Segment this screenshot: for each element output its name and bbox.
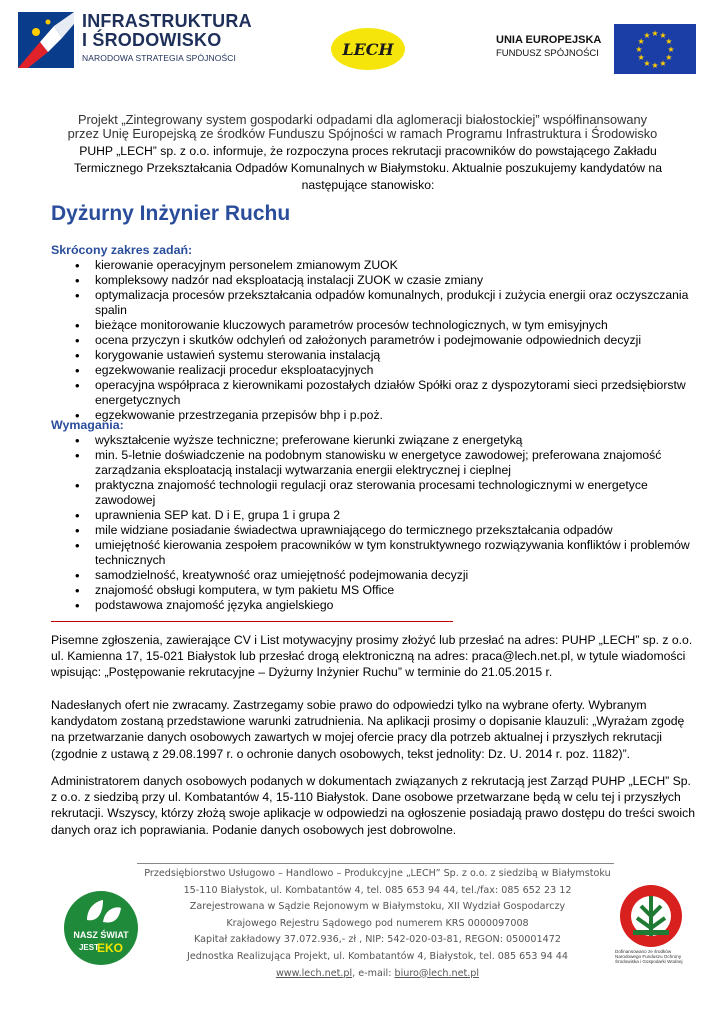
data-protection-notice: Administratorem danych osobowych podanych w dokumentach związanych z rekrutacją jest Zarząd PUHP „LECH” Sp. z o.o. z siedzibą przy ul. Kombatantów 4, 15-110 Białystok. Dane osobowe przetwarzane będą w celu tej i przyszłych rekrutacji. Wszyscy, którzy złożą swoje aplikacje w odpowiedzi na ogłoszenie posiadają prawo dostępu do treści swoich danych oraz ich poprawiania. Podanie danych osobowych jest dobrowolne. [51, 774, 695, 837]
eu-star-icon: ★ [651, 29, 659, 38]
intro-line-1: PUHP „LECH” sp. z o.o. informuje, że rozpoczyna proces rekrutacji pracowników do powstającego Zakładu [79, 144, 657, 158]
footer-contact [110, 966, 645, 983]
project-line-1: Projekt „Zintegrowany system gospodarki odpadami dla aglomeracji białostockiej” współfinansowany [77, 112, 648, 127]
requirement-item: • uprawnienia SEP kat. D i E, grupa 1 i grupa 2 [75, 508, 695, 523]
eu-star-icon: ★ [659, 31, 667, 41]
task-item: • egzekwowanie przestrzegania przepisów bhp i p.poż. [75, 408, 695, 423]
eko-text-1: NASZ ŚWIAT [73, 930, 129, 940]
task-item: • ocena przyczyn i skutków odchyleń od założonych parametrów i podejmowanie odpowiednich decyzji [75, 333, 695, 348]
footer-line-4: Krajowego Rejestru Sądowego pod numerem KRS 0000097008 [226, 917, 529, 929]
task-item: • korygowanie ustawień systemu sterowania instalacją [75, 348, 695, 363]
section-divider [51, 621, 453, 622]
footer-line-1: Przedsiębiorstwo Usługowo – Handlowo – Produkcyjne „LECH” Sp. z o.o. z siedzibą w Białymstoku [144, 868, 611, 879]
infrastruktura-logo [18, 12, 278, 82]
lech-logo-text: LECH [342, 40, 394, 59]
task-item: • kierowanie operacyjnym personelem zmianowym ZUOK [75, 258, 695, 273]
eu-star-icon: ★ [643, 31, 651, 41]
infra-subtitle: NARODOWA STRATEGIA SPÓJNOŚCI [82, 53, 236, 63]
project-line-2: przez Unię Europejską ze środków Funduszu Spójności w ramach Programu Infrastruktura i Środowisko [67, 126, 658, 141]
footer-line-2: 15-110 Białystok, ul. Kombatantów 4, tel. 085 653 94 44, tel./fax: 085 652 23 12 [183, 884, 572, 896]
nfosigw-logo [615, 882, 687, 976]
task-item: • egzekwowanie realizacji procedur eksploatacyjnych [75, 363, 695, 378]
footer-line-6: Jednostka Realizująca Projekt, ul. Kombatantów 4, Białystok, tel. 085 653 94 44 [187, 950, 568, 962]
eu-title: UNIA EUROPEJSKA [496, 34, 602, 46]
requirement-item: • wykształcenie wyższe techniczne; preferowane kierunki związane z energetyką [75, 433, 695, 448]
job-title: Dyżurny Inżynier Ruchu [51, 202, 291, 225]
lech-logo [330, 27, 406, 71]
email-label: , e-mail: [352, 967, 395, 979]
infrastruktura-flag-icon [18, 12, 74, 68]
task-item: • bieżące monitorowanie kluczowych parametrów procesów technologicznych, w tym emisyjnych [75, 318, 695, 333]
consent-clause: Nadesłanych ofert nie zwracamy. Zastrzegamy sobie prawo do odpowiedzi tylko na wybrane oferty. Wybranym kandydatom zostaną przedstawione warunki zatrudnienia. Na aplikacji prosimy o dopisanie klauzuli: „Wyrażam zgodę na przetwarzanie danych osobowych zawartych w mojej ofercie pracy dla potrzeb aktualnej i przyszłych rekrutacji (zgodnie z ustawą z 29.08.1997 r. o ochronie danych osobowych, tekst jednolity: Dz. U. 2014 r. poz. 1182)”. [51, 698, 685, 761]
application-instructions: Pisemne zgłoszenia, zawierające CV i List motywacyjny prosimy złożyć lub przesłać na adres: PUHP „LECH” sp. z o.o. ul. Kamienna 17, 15-021 Białystok lub przesłać drogą elektroniczną na adres: praca@lech.net.pl, w tytule wiadomości wpisując: „Postępowanie rekrutacyjne – Dyżurny Inżynier Ruchu” w terminie do 21.05.2015 r. [51, 633, 693, 680]
eu-subtitle: FUNDUSZ SPÓJNOŚCI [496, 48, 599, 59]
task-item: • kompleksowy nadzór nad eksploatacją instalacji ZUOK w czasie zmiany [75, 273, 695, 288]
eko-text-3: EKO [96, 941, 124, 955]
eu-star-icon: ★ [637, 53, 645, 62]
requirements-heading: Wymagania: [51, 418, 124, 432]
tasks-list [75, 258, 695, 423]
eu-star-icon: ★ [659, 58, 667, 68]
requirement-item: • znajomość obsługi komputera, w tym pakietu MS Office [75, 583, 695, 598]
footer-divider [137, 863, 614, 864]
requirement-item: • min. 5-letnie doświadczenie na podobnym stanowisku w energetyce zawodowej; preferowana znajomość zarządzania eksploatacją instalacji wytwarzania energii elektrycznej i cieplnej [75, 448, 695, 478]
intro-paragraph [58, 143, 678, 194]
eu-star-icon: ★ [635, 45, 643, 54]
requirements-list [75, 433, 695, 613]
intro-line-2: Termicznego Przekształcania Odpadów Komunalnych w Białymstoku. Aktualnie poszukujemy kandydatów na [73, 161, 662, 175]
eu-star-icon: ★ [637, 37, 645, 46]
eu-star-icon: ★ [651, 61, 659, 70]
eu-star-icon: ★ [665, 53, 673, 62]
website-link[interactable]: www.lech.net.pl [275, 967, 353, 979]
infra-title-1: INFRASTRUKTURA [82, 11, 252, 31]
eu-logo [476, 24, 696, 74]
tasks-heading: Skrócony zakres zadań: [51, 243, 193, 257]
eko-text-2: JEST [78, 943, 100, 952]
email-link[interactable]: biuro@lech.net.pl [394, 967, 480, 979]
company-footer [110, 866, 645, 982]
requirement-item: • podstawowa znajomość języka angielskiego [75, 598, 695, 613]
eu-flag-icon [614, 24, 696, 74]
nasz-swiat-jest-eko-logo [63, 890, 139, 966]
requirement-item: • samodzielność, kreatywność oraz umiejętność podejmowania decyzji [75, 568, 695, 583]
requirement-item: • umiejętność kierowania zespołem pracowników w tym konstruktywnego rozwiązywania konfliktów i problemów technicznych [75, 538, 695, 568]
requirement-item: • mile widziane posiadanie świadectwa uprawniającego do termicznego przekształcania odpadów [75, 523, 695, 538]
eu-star-icon: ★ [643, 58, 651, 68]
infra-title-2: I ŚRODOWISKO [82, 30, 222, 50]
footer-line-5: Kapitał zakładowy 37.072.936,- zł , NIP: 542-020-03-81, REGON: 050001472 [194, 934, 561, 946]
footer-line-3: Zarejestrowana w Sądzie Rejonowym w Białymstoku, XII Wydział Gospodarczy [189, 901, 566, 913]
eu-star-icon: ★ [667, 45, 675, 54]
nfosigw-caption: Dofinansowano ze środków Narodowego Funduszu Ochrony Środowiska i Gospodarki Wodnej [615, 949, 683, 965]
requirement-item: • praktyczna znajomość technologii regulacji oraz sterowania procesami technologicznymi w energetyce zawodowej [75, 478, 695, 508]
task-item: • operacyjna współpraca z kierownikami pozostałych działów Spółki oraz z dyspozytorami sieci przedsiębiorstw energetycznych [75, 378, 695, 408]
task-item: • optymalizacja procesów przekształcania odpadów komunalnych, produkcji i zużycia energii oraz oczyszczania spalin [75, 288, 695, 318]
eu-star-icon: ★ [665, 37, 673, 46]
intro-line-3: następujące stanowisko: [301, 178, 435, 192]
